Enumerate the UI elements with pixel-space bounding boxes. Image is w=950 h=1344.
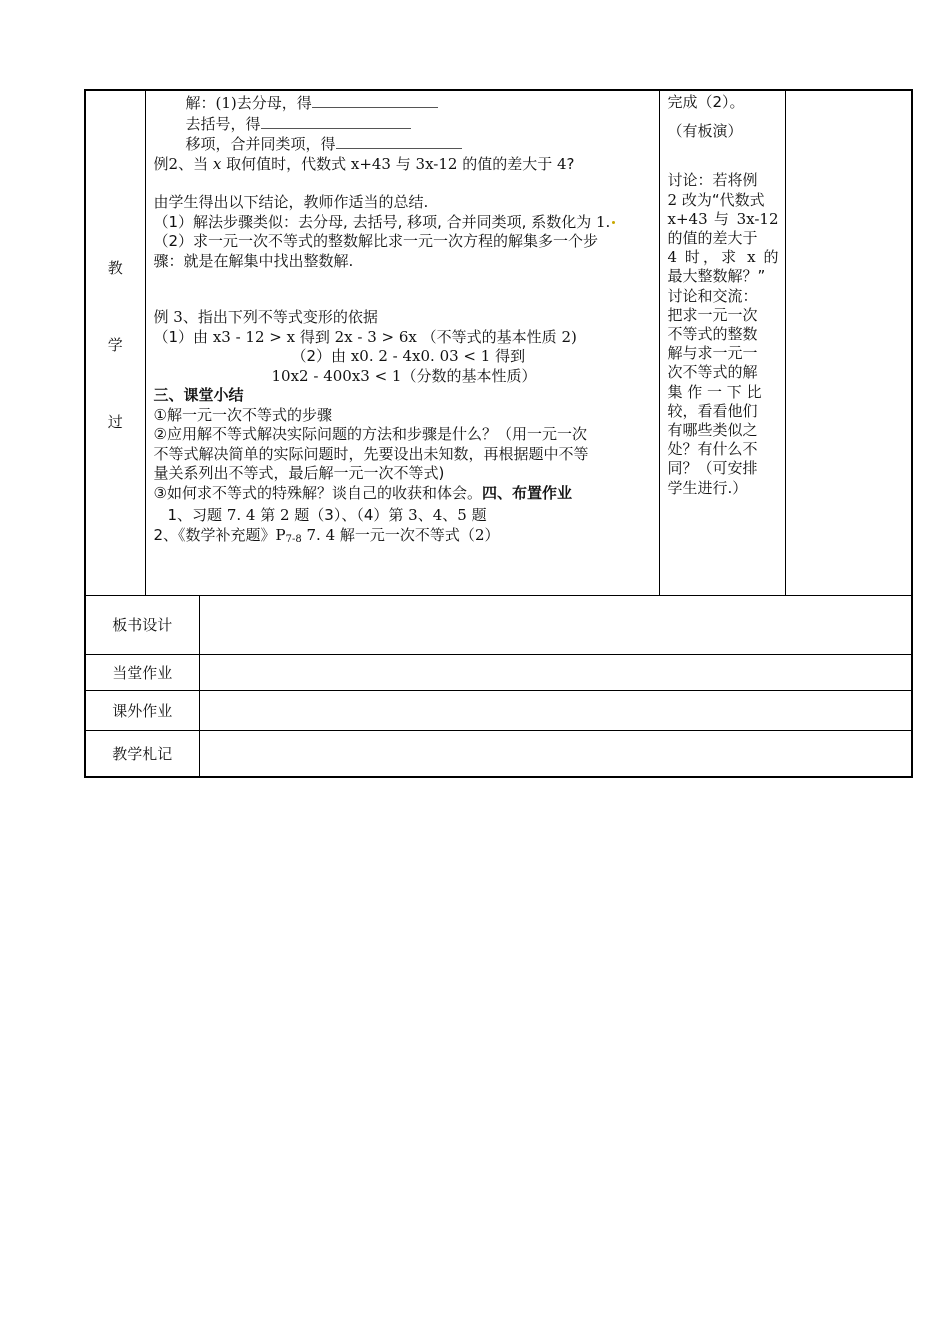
class-homework-row: [85, 654, 912, 690]
class-homework-field[interactable]: [199, 654, 912, 690]
label-char-3: 过: [107, 413, 123, 432]
conclusion-1: （1）解法步骤类似：去分母, 去括号, 移项, 合并同类项, 系数化为 1.: [154, 213, 653, 233]
example-2: 例2、当 x 取何值时，代数式 x+43 与 3x-12 的值的差大于 4?: [153, 154, 575, 173]
side-line-3: 讨论：若将例: [667, 171, 758, 190]
side-line-4: 2 改为“代数式: [667, 190, 765, 209]
summary-2b: 不等式解决简单的实际问题时，先要设出未知数，再根据题中不等: [153, 444, 589, 463]
example-3-item-2: （2）由 x0. 2 - 4x0. 03 < 1 得到: [291, 347, 526, 365]
summary-1: ①解一元一次不等式的步骤: [153, 405, 332, 424]
teaching-notes-row: [85, 730, 912, 777]
teaching-notes-label: 教学札记: [85, 730, 199, 777]
board-design-label: 板书设计: [85, 595, 199, 654]
example-3-item-2-result: 10x2 - 400x3 < 1（分数的基本性质）: [271, 366, 537, 385]
class-homework-label: 当堂作业: [85, 654, 199, 690]
section-4-heading: 四、布置作业: [481, 483, 572, 502]
side-line-9: 讨论和交流：: [667, 286, 758, 305]
side-line-18: 同？（可安排: [667, 459, 758, 478]
side-line-5: x+43 与 3x-12: [667, 209, 779, 228]
conclusion-intro: 由学生得出以下结论，教师作适当的总结.: [153, 193, 429, 211]
summary-2a: ②应用解不等式解决实际问题的方法和步骤是什么？（用一元一次: [153, 425, 587, 443]
side-line-2: （有板演）: [667, 122, 743, 141]
summary-3: ③如何求不等式的特殊解？谈自己的收获和体会。四、布置作业: [153, 483, 572, 502]
solution-step-2: 去括号，得: [154, 114, 653, 135]
homework-2: 2、《数学补充题》$P_{7-8}$ 7. 4 解一元一次不等式（2）: [153, 525, 500, 545]
teaching-process-content: [145, 90, 659, 595]
student-activity-column: [659, 90, 785, 595]
side-line-17: 处？有什么不: [667, 440, 758, 459]
label-char-2: 学: [107, 336, 123, 355]
example-3: 例 3、指出下列不等式变形的依据: [153, 308, 378, 326]
extracurricular-homework-row: [85, 690, 912, 730]
side-line-10: 把求一元一次: [667, 305, 758, 324]
extracurricular-homework-field[interactable]: [199, 690, 912, 730]
notes-column: [785, 90, 912, 595]
side-line-16: 有哪些类似之: [667, 421, 758, 440]
extracurricular-homework-label: 课外作业: [85, 690, 199, 730]
label-char-1: 教: [107, 259, 123, 278]
side-line-7: 4 时，求 x 的: [667, 248, 779, 267]
answer-blank-3[interactable]: [336, 134, 462, 149]
answer-blank-1[interactable]: [312, 93, 438, 108]
example-3-item-1: （1）由 x3 - 12 > x 得到 2x - 3 > 6x （不等式的基本性质 2): [153, 327, 577, 346]
board-design-field[interactable]: [199, 595, 912, 654]
side-line-12: 解与求一元一: [667, 344, 758, 363]
lesson-plan-document: [84, 89, 911, 778]
side-line-14: 集 作 一 下 比: [667, 382, 762, 401]
lesson-plan-table: [84, 89, 913, 778]
conclusion-2b: 骤：就是在解集中找出整数解.: [153, 251, 354, 270]
board-design-row: [85, 595, 912, 654]
conclusion-2a: （2）求一元一次不等式的整数解比求一元一次方程的解集多一个步: [153, 232, 599, 250]
side-line-11: 不等式的整数: [667, 325, 758, 344]
answer-blank-2[interactable]: [261, 114, 411, 129]
dot-mark: [612, 221, 615, 224]
side-line-8: 最大整数解？”: [667, 267, 766, 286]
solution-step-3: 移项，合并同类项，得: [154, 134, 653, 155]
summary-2c: 量关系列出不等式，最后解一元一次不等式): [153, 464, 445, 482]
section-3-heading: 三、课堂小结: [153, 386, 244, 404]
solution-step-1: 解：(1)去分母，得: [154, 93, 653, 114]
teaching-process-row: [85, 90, 912, 595]
side-line-1: 完成（2）。: [667, 93, 745, 111]
side-line-6: 的值的差大于: [667, 229, 758, 248]
side-line-13: 次不等式的解: [667, 363, 758, 382]
homework-1: 1、习题 7. 4 第 2 题（3）、（4）第 3、4、5 题: [167, 506, 487, 524]
teaching-process-label-cell: [85, 90, 145, 595]
side-line-19: 学生进行.）: [667, 478, 748, 497]
side-line-15: 较，看看他们: [667, 401, 758, 420]
teaching-notes-field[interactable]: [199, 730, 912, 777]
